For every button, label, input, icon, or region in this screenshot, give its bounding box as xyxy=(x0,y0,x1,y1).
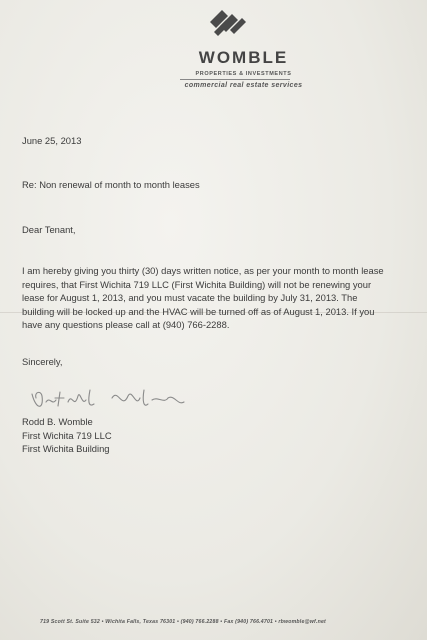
letterhead-footer-address: 719 Scott St. Suite 532 • Wichita Falls, Texas 76301 • (940) 766.2288 • Fax (940) 766.4701 • rbwomble@wf.net xyxy=(40,619,326,625)
letterhead-brand: WOMBLE xyxy=(198,48,289,67)
body-line: I am hereby giving you thirty (30) days written notice, as per your month to month lease xyxy=(22,265,384,276)
signature-block xyxy=(22,415,112,456)
body-line: building will be locked up and the HVAC will be turned off as of August 1, 2013. If you xyxy=(22,305,375,317)
body-line: lease for August 1, 2013, and you must vacate the building by July 31, 2013. The xyxy=(22,292,358,304)
letter-date: June 25, 2013 xyxy=(22,135,82,146)
handwritten-signature xyxy=(28,384,188,416)
letter-body xyxy=(22,264,412,332)
letter-subject: Re: Non renewal of month to month leases xyxy=(22,179,200,190)
letterhead-rule xyxy=(180,79,290,80)
letterhead-tagline: commercial real estate services xyxy=(184,82,303,89)
letter-salutation: Dear Tenant, xyxy=(22,224,76,235)
signer-building: First Wichita Building xyxy=(22,443,110,455)
signer-name: Rodd B. Womble xyxy=(22,416,93,427)
body-line: requires, that First Wichita 719 LLC (First Wichita Building) will not be renewing your xyxy=(22,278,372,290)
letterhead-subtitle: PROPERTIES & INVESTMENTS xyxy=(195,71,292,77)
body-line: have any questions please call at (940) 766-2288. xyxy=(22,319,230,331)
signer-company: First Wichita 719 LLC xyxy=(22,429,112,441)
letter-closing: Sincerely, xyxy=(22,356,63,367)
womble-logo-icon xyxy=(208,6,248,46)
